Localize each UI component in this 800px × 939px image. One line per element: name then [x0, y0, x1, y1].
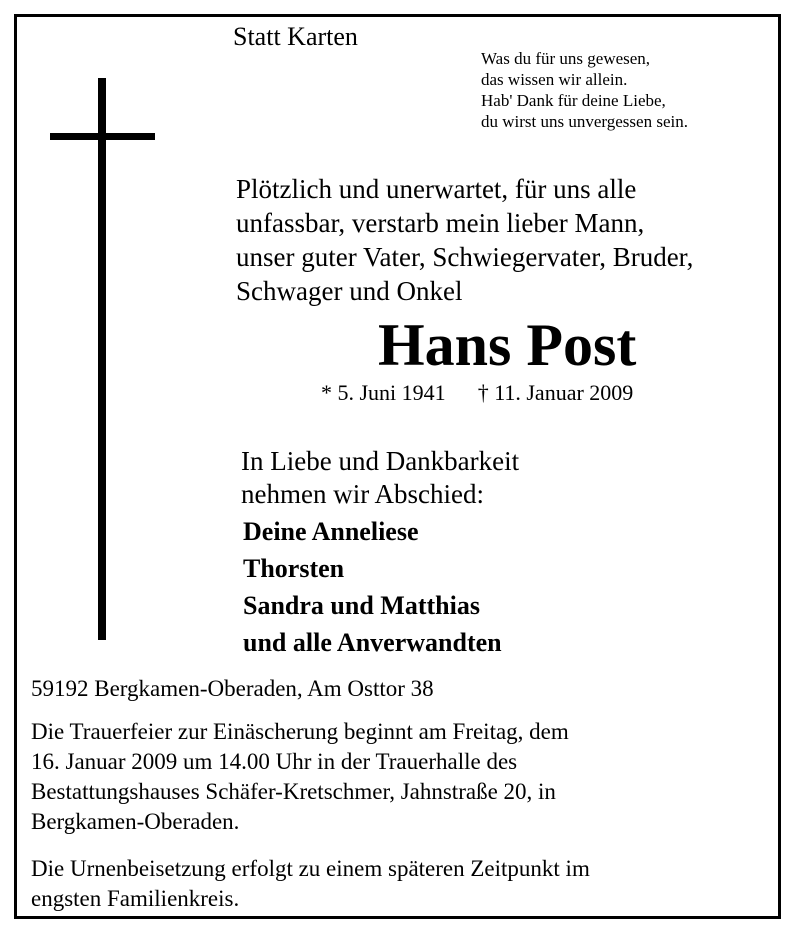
poem-line: du wirst uns unvergessen sein. — [481, 112, 688, 131]
mourner-line: Thorsten — [243, 554, 345, 583]
intro-line: Plötzlich und unerwartet, für uns alle — [236, 174, 637, 204]
poem-line: das wissen wir allein. — [481, 70, 628, 89]
poem-line: Was du für uns gewesen, — [481, 49, 651, 68]
farewell-line: In Liebe und Dankbarkeit — [241, 446, 520, 476]
cross-icon — [98, 78, 106, 640]
ceremony-line: 16. Januar 2009 um 14.00 Uhr in der Trauerhalle des — [31, 749, 518, 774]
mourner-line: Sandra und Matthias — [243, 591, 480, 620]
ceremony-notice — [31, 717, 569, 837]
statt-karten-label: Statt Karten — [233, 22, 358, 51]
mourner-line: Deine Anneliese — [243, 517, 419, 546]
intro-line: unser guter Vater, Schwiegervater, Bruder, — [236, 242, 694, 272]
urn-notice — [31, 854, 590, 914]
birth-date: * 5. Juni 1941 — [321, 380, 446, 405]
ceremony-line: Die Trauerfeier zur Einäscherung beginnt am Freitag, dem — [31, 719, 569, 744]
intro-text — [236, 172, 693, 308]
ceremony-line: Bergkamen-Oberaden. — [31, 809, 240, 834]
farewell-line: nehmen wir Abschied: — [241, 479, 484, 509]
intro-line: Schwager und Onkel — [236, 276, 463, 306]
poem — [481, 48, 688, 132]
ceremony-line: Bestattungshauses Schäfer-Kretschmer, Jahnstraße 20, in — [31, 779, 556, 804]
urn-line: Die Urnenbeisetzung erfolgt zu einem späteren Zeitpunkt im — [31, 856, 590, 881]
farewell-text — [241, 445, 519, 511]
mourners-list — [243, 513, 502, 661]
deceased-name: Hans Post — [378, 312, 637, 378]
intro-line: unfassbar, verstarb mein lieber Mann, — [236, 208, 645, 238]
life-dates — [321, 380, 633, 406]
urn-line: engsten Familienkreis. — [31, 886, 240, 911]
mourner-line: und alle Anverwandten — [243, 628, 502, 657]
poem-line: Hab' Dank für deine Liebe, — [481, 91, 666, 110]
cross-icon-bar — [50, 133, 155, 140]
address: 59192 Bergkamen-Oberaden, Am Osttor 38 — [31, 676, 434, 701]
death-date: † 11. Januar 2009 — [477, 380, 634, 405]
